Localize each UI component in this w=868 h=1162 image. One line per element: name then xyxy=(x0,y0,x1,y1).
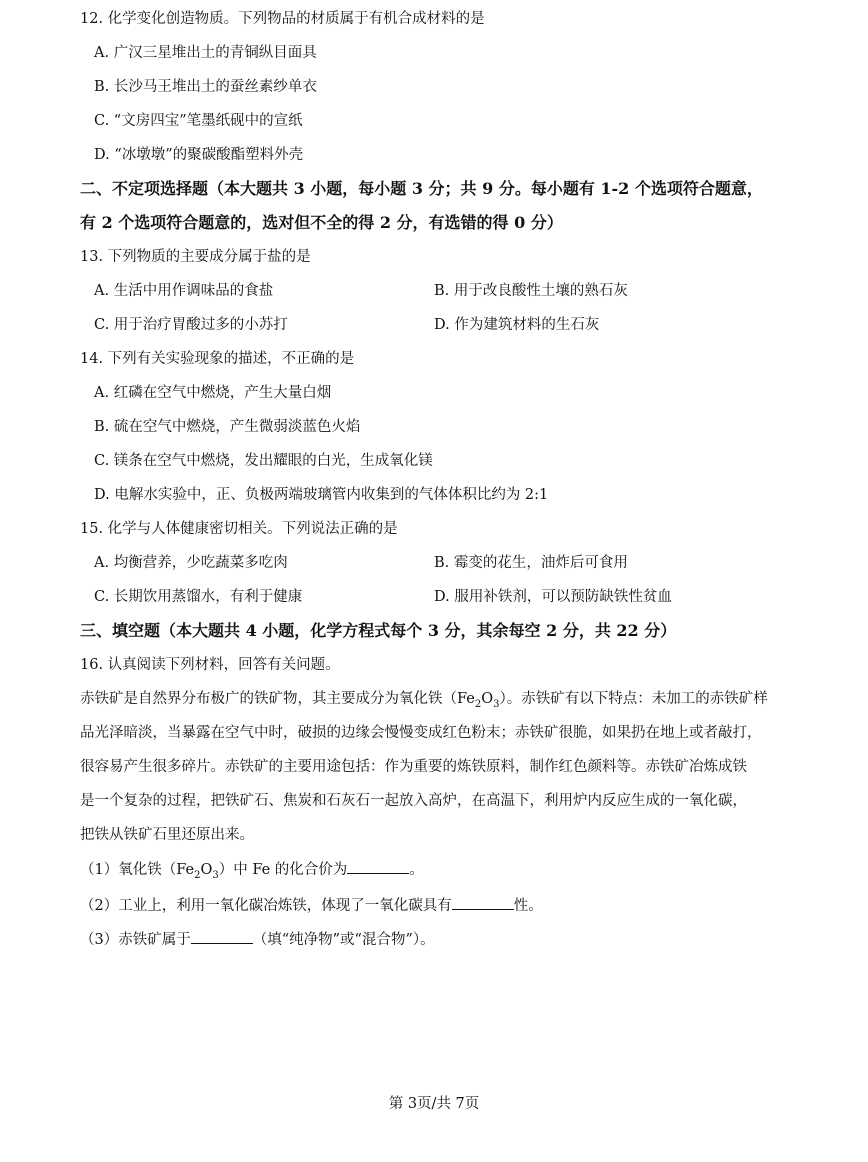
q14-stem: 14. 下列有关实验现象的描述，不正确的是 xyxy=(80,351,355,367)
answer-blank-3[interactable] xyxy=(191,942,253,944)
q15-option-c: C. 长期饮用蒸馏水，有利于健康 xyxy=(94,589,303,605)
q15-stem: 15. 化学与人体健康密切相关。下列说法正确的是 xyxy=(80,521,398,537)
q16-p1-sub-3: 3 xyxy=(493,698,500,710)
section3-heading: 三、填空题（本大题共 4 小题，化学方程式每个 3 分，其余每空 2 分，共 22 分） xyxy=(80,621,677,640)
q16-sub2-text-a: （2）工业上，利用一氧化碳冶炼铁，体现了一氧化碳具有 xyxy=(80,898,452,914)
q16-stem: 16. 认真阅读下列材料，回答有关问题。 xyxy=(80,657,340,673)
q16-sub1-sub-2: 2 xyxy=(194,869,201,881)
q15-option-b: B. 霉变的花生，油炸后可食用 xyxy=(434,555,628,571)
q13-option-d: D. 作为建筑材料的生石灰 xyxy=(434,317,600,333)
q16-paragraph-line5: 把铁从铁矿石里还原出来。 xyxy=(80,827,254,843)
q16-sub1-text-c: ）中 Fe 的化合价为 xyxy=(218,862,348,878)
q16-sub1-text-d: 。 xyxy=(409,862,424,878)
q15-option-d: D. 服用补铁剂，可以预防缺铁性贫血 xyxy=(434,589,672,605)
q13-option-c: C. 用于治疗胃酸过多的小苏打 xyxy=(94,317,288,333)
q16-paragraph-line2: 品光泽暗淡，当暴露在空气中时，破损的边缘会慢慢变成红色粉末；赤铁矿很脆，如果扔在地上或者敲打， xyxy=(80,725,762,741)
q13-option-b: B. 用于改良酸性土壤的熟石灰 xyxy=(434,283,628,299)
q12-option-d: D. “冰墩墩”的聚碳酸酯塑料外壳 xyxy=(94,147,304,163)
q13-stem: 13. 下列物质的主要成分属于盐的是 xyxy=(80,249,311,265)
q16-paragraph-line3: 很容易产生很多碎片。赤铁矿的主要用途包括：作为重要的炼铁原料，制作红色颜料等。赤铁矿冶炼成铁 xyxy=(80,759,747,775)
page-number: 第 3页/共 7页 xyxy=(388,1096,480,1112)
q15-option-a: A. 均衡营养，少吃蔬菜多吃肉 xyxy=(94,555,288,571)
q12-option-a: A. 广汉三星堆出土的青铜纵目面具 xyxy=(94,45,317,61)
answer-blank-2[interactable] xyxy=(452,908,514,910)
q16-p1-text-c: ）。赤铁矿有以下特点：未加工的赤铁矿样 xyxy=(499,691,768,707)
section2-heading-line1: 二、不定项选择题（本大题共 3 小题，每小题 3 分；共 9 分。每小题有 1-2 个选项符合题意， xyxy=(80,179,763,198)
section2-heading-line2: 有 2 个选项符合题意的，选对但不全的得 2 分，有选错的得 0 分） xyxy=(80,213,563,232)
q14-option-a: A. 红磷在空气中燃烧，产生大量白烟 xyxy=(94,385,332,401)
q16-subquestion-1 xyxy=(80,860,424,880)
q14-option-b: B. 硫在空气中燃烧，产生微弱淡蓝色火焰 xyxy=(94,419,361,435)
q16-sub1-text-a: （1）氧化铁（Fe xyxy=(80,862,195,878)
q16-subquestion-3 xyxy=(80,930,435,950)
q16-paragraph-line4: 是一个复杂的过程，把铁矿石、焦炭和石灰石一起放入高炉，在高温下，利用炉内反应生成的一氧化碳， xyxy=(80,793,747,809)
q12-option-c: C. “文房四宝”笔墨纸砚中的宣纸 xyxy=(94,113,303,129)
q16-sub3-text-b: （填“纯净物”或“混合物”）。 xyxy=(252,932,435,948)
q16-sub3-text-a: （3）赤铁矿属于 xyxy=(80,932,191,948)
q14-option-c: C. 镁条在空气中燃烧，发出耀眼的白光，生成氧化镁 xyxy=(94,453,433,469)
answer-blank-1[interactable] xyxy=(347,872,409,874)
q16-subquestion-2 xyxy=(80,896,543,916)
q16-sub1-sub-3: 3 xyxy=(212,869,219,881)
q16-p1-text-b: O xyxy=(481,691,494,707)
q12-stem: 12. 化学变化创造物质。下列物品的材质属于有机合成材料的是 xyxy=(80,11,485,27)
q14-option-d: D. 电解水实验中，正、负极两端玻璃管内收集到的气体体积比约为 2:1 xyxy=(94,487,549,503)
q16-sub1-text-b: O xyxy=(200,862,213,878)
q16-p1-text-a: 赤铁矿是自然界分布极广的铁矿物，其主要成分为氧化铁（Fe xyxy=(80,691,475,707)
q16-p1-sub-2: 2 xyxy=(474,698,482,710)
q12-option-b: B. 长沙马王堆出土的蚕丝素纱单衣 xyxy=(94,79,317,95)
q16-paragraph-line1 xyxy=(80,689,768,709)
q16-sub2-text-b: 性。 xyxy=(513,898,543,914)
q13-option-a: A. 生活中用作调味品的食盐 xyxy=(94,283,274,299)
